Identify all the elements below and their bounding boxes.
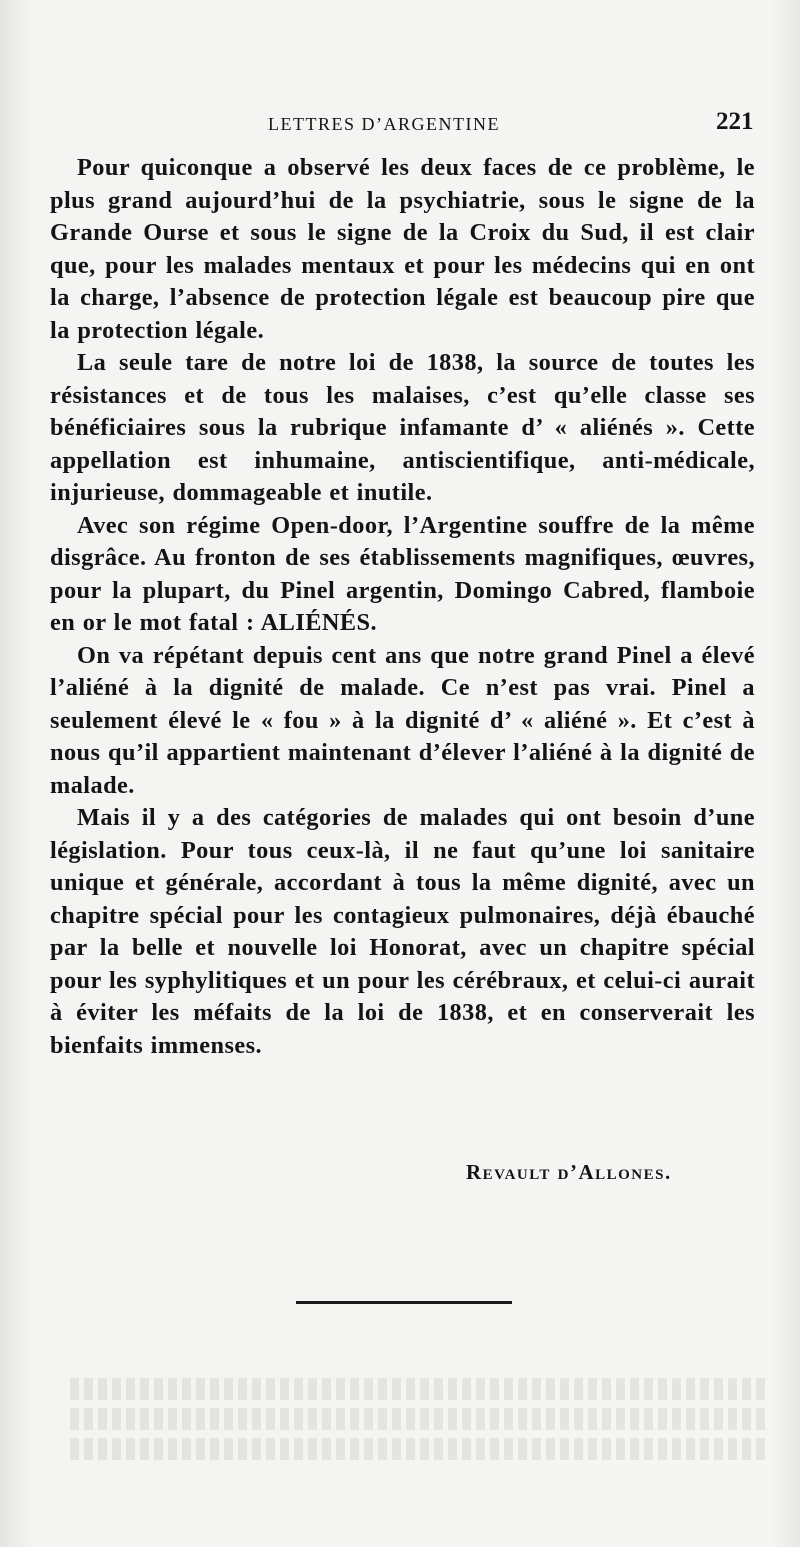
- article-body: [50, 152, 755, 1062]
- page-header: [0, 108, 800, 148]
- running-title: LETTRES D’ARGENTINE: [268, 114, 500, 134]
- paragraph-1: Pour quiconque a observé les deux faces de ce problème, le plus grand aujourd’hui de la psychiatrie, sous le signe de la Grande Ourse et sous le signe de la Croix du Sud, il est clair que, pour les malades mentaux et pour les médecins qui en ont la charge, l’absence de protection légale est beaucoup pire que la protection légale.: [50, 154, 755, 344]
- show-through-text: [70, 1378, 770, 1400]
- paragraph-4: On va répétant depuis cent ans que notre grand Pinel a élevé l’aliéné à la dignité de malade. Ce n’est pas vrai. Pinel a seulement élevé le « fou » à la dignité d’ « aliéné ». Et c’est à nous qu’il appartient maintenant d’élever l’aliéné à la dignité de malade.: [50, 641, 755, 799]
- author-signature: Revault d’Allones.: [466, 1160, 672, 1184]
- paragraph-5: Mais il y a des catégories de malades qui ont besoin d’une législation. Pour tous ceux-là, il ne faut qu’une loi sanitaire unique et générale, accordant à tous la même dignité, avec un chapitre spécial pour les contagieux pulmonaires, déjà ébauché par la belle et nouvelle loi Honorat, avec un chapitre spécial pour les syphylitiques et un pour les cérébraux, et celui-ci aurait à éviter les méfaits de la loi de 1838, et en conserverait les bienfaits immenses.: [50, 804, 755, 1059]
- paragraph-3: Avec son régime Open-door, l’Argentine souffre de la même disgrâce. Au fronton de ses établissements magnifiques, œuvres, pour la plupart, du Pinel argentin, Domingo Cabred, flamboie en or le mot fatal : ALIÉNÉS.: [50, 511, 755, 636]
- paragraph-2: La seule tare de notre loi de 1838, la source de toutes les résistances et de tous les malaises, c’est qu’elle classe ses bénéficiaires sous la rubrique infamante d’ « aliénés ». Cette appellation est inhumaine, antiscientifique, anti-médicale, injurieuse, dommageable et inutile.: [50, 349, 755, 506]
- show-through-text: [70, 1408, 770, 1430]
- show-through-text: [70, 1438, 770, 1460]
- page-number: 221: [716, 108, 754, 135]
- section-divider: [296, 1301, 512, 1304]
